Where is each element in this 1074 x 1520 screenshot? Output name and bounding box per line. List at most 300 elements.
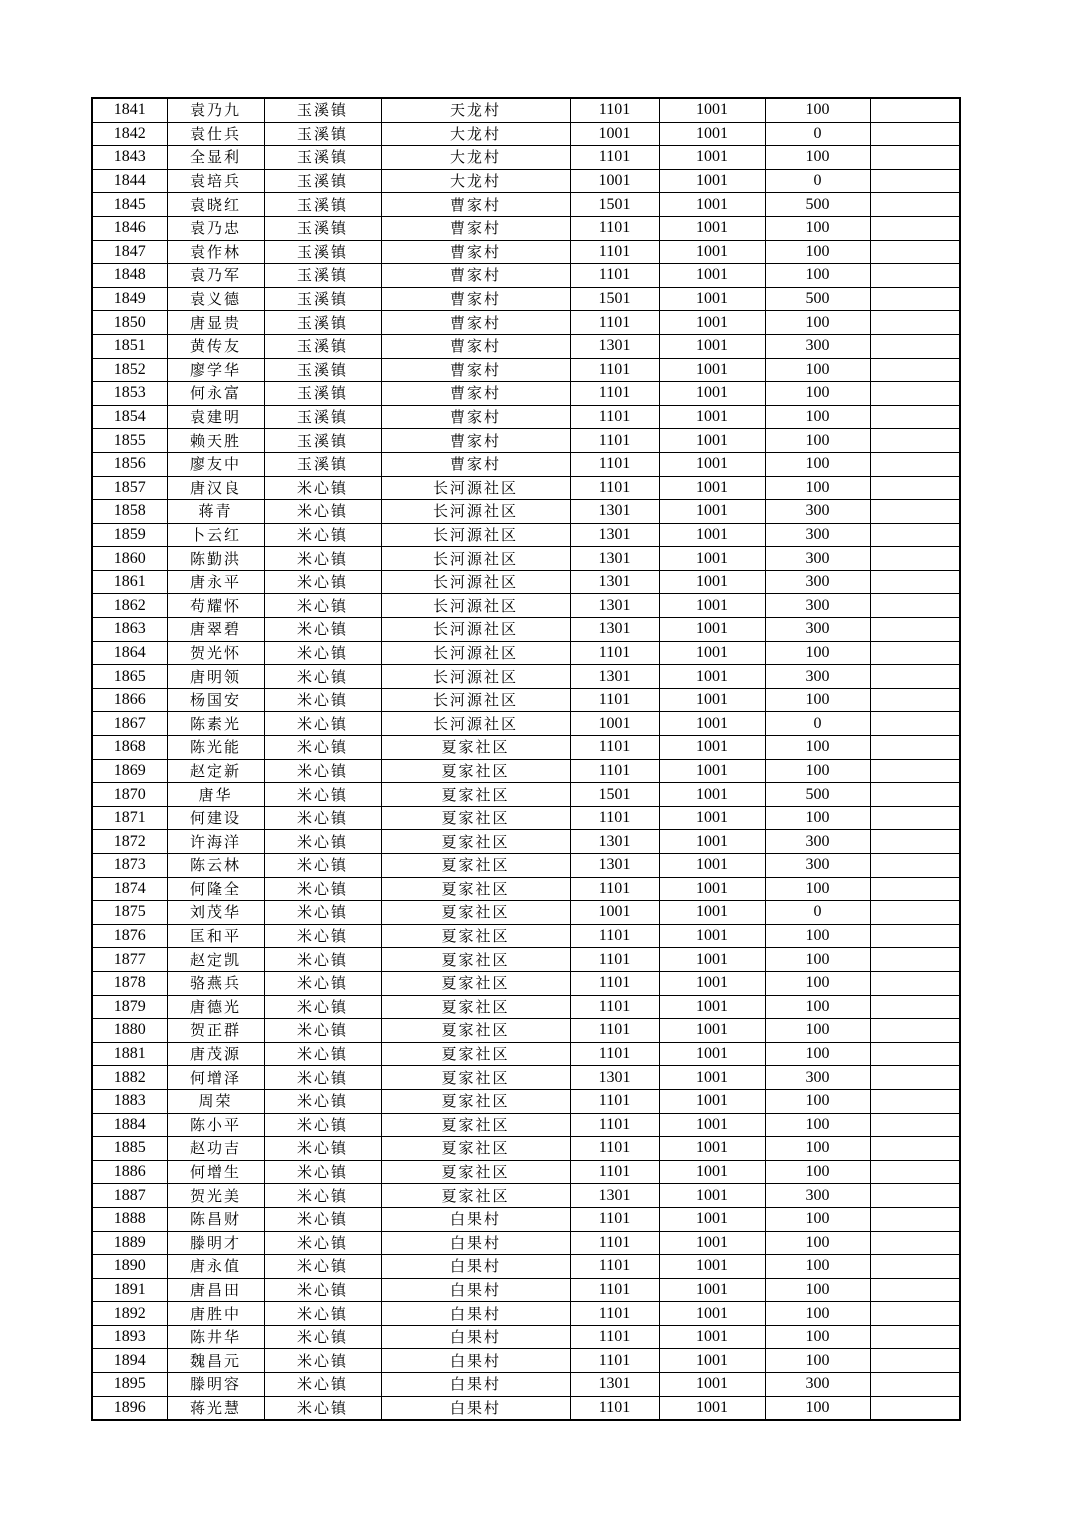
table-row [92, 1231, 960, 1255]
row-number-cell: 1842 [92, 122, 167, 146]
code-b-cell: 1001 [659, 334, 765, 358]
town-cell: 玉溪镇 [264, 452, 381, 476]
code-a-cell: 1101 [570, 1160, 659, 1184]
row-number-cell: 1890 [92, 1255, 167, 1279]
table-row [92, 806, 960, 830]
town-cell: 米心镇 [264, 688, 381, 712]
note-cell [870, 429, 960, 453]
village-cell: 曹家村 [381, 193, 570, 217]
row-number-cell: 1862 [92, 594, 167, 618]
amount-cell: 100 [765, 1042, 870, 1066]
town-cell: 玉溪镇 [264, 405, 381, 429]
row-number-cell: 1896 [92, 1396, 167, 1420]
row-number-cell: 1866 [92, 688, 167, 712]
code-b-cell: 1001 [659, 358, 765, 382]
row-number-cell: 1889 [92, 1231, 167, 1255]
note-cell [870, 98, 960, 122]
name-cell: 袁培兵 [167, 169, 264, 193]
name-cell: 袁作林 [167, 240, 264, 264]
row-number-cell: 1892 [92, 1302, 167, 1326]
amount-cell: 300 [765, 830, 870, 854]
note-cell [870, 948, 960, 972]
code-b-cell: 1001 [659, 523, 765, 547]
amount-cell: 100 [765, 877, 870, 901]
village-cell: 夏家社区 [381, 854, 570, 878]
row-number-cell: 1869 [92, 759, 167, 783]
note-cell [870, 382, 960, 406]
table-row [92, 287, 960, 311]
village-cell: 夏家社区 [381, 948, 570, 972]
code-b-cell: 1001 [659, 193, 765, 217]
amount-cell: 300 [765, 523, 870, 547]
table-row [92, 1325, 960, 1349]
town-cell: 米心镇 [264, 806, 381, 830]
village-cell: 白果村 [381, 1278, 570, 1302]
amount-cell: 100 [765, 1278, 870, 1302]
village-cell: 天龙村 [381, 98, 570, 122]
row-number-cell: 1841 [92, 98, 167, 122]
row-number-cell: 1843 [92, 146, 167, 170]
row-number-cell: 1881 [92, 1042, 167, 1066]
note-cell [870, 500, 960, 524]
code-a-cell: 1301 [570, 1066, 659, 1090]
town-cell: 玉溪镇 [264, 240, 381, 264]
code-a-cell: 1101 [570, 924, 659, 948]
amount-cell: 100 [765, 924, 870, 948]
table-row [92, 712, 960, 736]
note-cell [870, 736, 960, 760]
amount-cell: 300 [765, 594, 870, 618]
row-number-cell: 1872 [92, 830, 167, 854]
code-a-cell: 1101 [570, 358, 659, 382]
table-row [92, 854, 960, 878]
name-cell: 贺光美 [167, 1184, 264, 1208]
table-row [92, 1207, 960, 1231]
code-a-cell: 1501 [570, 783, 659, 807]
village-cell: 长河源社区 [381, 594, 570, 618]
table-row [92, 1184, 960, 1208]
note-cell [870, 1396, 960, 1420]
town-cell: 米心镇 [264, 1396, 381, 1420]
row-number-cell: 1885 [92, 1137, 167, 1161]
code-a-cell: 1101 [570, 264, 659, 288]
code-a-cell: 1101 [570, 971, 659, 995]
amount-cell: 500 [765, 783, 870, 807]
note-cell [870, 854, 960, 878]
note-cell [870, 1207, 960, 1231]
code-a-cell: 1301 [570, 1373, 659, 1397]
code-a-cell: 1101 [570, 146, 659, 170]
note-cell [870, 547, 960, 571]
code-a-cell: 1301 [570, 547, 659, 571]
village-cell: 长河源社区 [381, 665, 570, 689]
table-row [92, 264, 960, 288]
code-b-cell: 1001 [659, 1302, 765, 1326]
note-cell [870, 712, 960, 736]
amount-cell: 100 [765, 405, 870, 429]
village-cell: 夏家社区 [381, 1137, 570, 1161]
note-cell [870, 146, 960, 170]
code-b-cell: 1001 [659, 547, 765, 571]
code-b-cell: 1001 [659, 1089, 765, 1113]
town-cell: 米心镇 [264, 830, 381, 854]
table-row [92, 1066, 960, 1090]
note-cell [870, 1160, 960, 1184]
table-row [92, 594, 960, 618]
code-a-cell: 1301 [570, 594, 659, 618]
code-a-cell: 1101 [570, 806, 659, 830]
code-b-cell: 1001 [659, 1255, 765, 1279]
amount-cell: 300 [765, 1184, 870, 1208]
village-cell: 长河源社区 [381, 476, 570, 500]
name-cell: 赵定凯 [167, 948, 264, 972]
name-cell: 袁乃九 [167, 98, 264, 122]
village-cell: 白果村 [381, 1207, 570, 1231]
table-row [92, 169, 960, 193]
village-cell: 长河源社区 [381, 688, 570, 712]
village-cell: 白果村 [381, 1231, 570, 1255]
town-cell: 米心镇 [264, 1137, 381, 1161]
code-b-cell: 1001 [659, 948, 765, 972]
row-number-cell: 1846 [92, 216, 167, 240]
note-cell [870, 1089, 960, 1113]
town-cell: 米心镇 [264, 1160, 381, 1184]
code-a-cell: 1101 [570, 1349, 659, 1373]
amount-cell: 100 [765, 1089, 870, 1113]
town-cell: 玉溪镇 [264, 122, 381, 146]
town-cell: 米心镇 [264, 877, 381, 901]
town-cell: 玉溪镇 [264, 311, 381, 335]
name-cell: 唐永平 [167, 570, 264, 594]
name-cell: 赖天胜 [167, 429, 264, 453]
code-a-cell: 1301 [570, 523, 659, 547]
row-number-cell: 1868 [92, 736, 167, 760]
code-b-cell: 1001 [659, 1066, 765, 1090]
code-a-cell: 1101 [570, 1137, 659, 1161]
town-cell: 米心镇 [264, 1066, 381, 1090]
note-cell [870, 122, 960, 146]
table-row [92, 924, 960, 948]
town-cell: 米心镇 [264, 736, 381, 760]
village-cell: 曹家村 [381, 240, 570, 264]
town-cell: 米心镇 [264, 1113, 381, 1137]
note-cell [870, 995, 960, 1019]
code-b-cell: 1001 [659, 594, 765, 618]
code-b-cell: 1001 [659, 476, 765, 500]
code-a-cell: 1101 [570, 1278, 659, 1302]
village-cell: 夏家社区 [381, 995, 570, 1019]
row-number-cell: 1854 [92, 405, 167, 429]
village-cell: 白果村 [381, 1373, 570, 1397]
table-row [92, 830, 960, 854]
table-row [92, 1113, 960, 1137]
town-cell: 米心镇 [264, 594, 381, 618]
town-cell: 米心镇 [264, 924, 381, 948]
name-cell: 蒋光慧 [167, 1396, 264, 1420]
amount-cell: 100 [765, 358, 870, 382]
row-number-cell: 1844 [92, 169, 167, 193]
code-b-cell: 1001 [659, 736, 765, 760]
village-cell: 白果村 [381, 1302, 570, 1326]
village-cell: 大龙村 [381, 122, 570, 146]
name-cell: 陈昌财 [167, 1207, 264, 1231]
code-a-cell: 1101 [570, 1231, 659, 1255]
amount-cell: 100 [765, 452, 870, 476]
note-cell [870, 688, 960, 712]
note-cell [870, 1113, 960, 1137]
table-row [92, 948, 960, 972]
code-b-cell: 1001 [659, 452, 765, 476]
name-cell: 赵功吉 [167, 1137, 264, 1161]
amount-cell: 300 [765, 1066, 870, 1090]
table-row [92, 759, 960, 783]
amount-cell: 100 [765, 1302, 870, 1326]
name-cell: 刘茂华 [167, 901, 264, 925]
note-cell [870, 523, 960, 547]
amount-cell: 500 [765, 287, 870, 311]
name-cell: 何增生 [167, 1160, 264, 1184]
village-cell: 曹家村 [381, 452, 570, 476]
table-row [92, 358, 960, 382]
town-cell: 米心镇 [264, 783, 381, 807]
code-a-cell: 1101 [570, 452, 659, 476]
amount-cell: 100 [765, 311, 870, 335]
row-number-cell: 1852 [92, 358, 167, 382]
code-b-cell: 1001 [659, 98, 765, 122]
amount-cell: 100 [765, 216, 870, 240]
amount-cell: 0 [765, 169, 870, 193]
code-a-cell: 1101 [570, 1325, 659, 1349]
name-cell: 唐翠碧 [167, 618, 264, 642]
note-cell [870, 901, 960, 925]
table-row [92, 500, 960, 524]
code-b-cell: 1001 [659, 311, 765, 335]
code-a-cell: 1001 [570, 901, 659, 925]
table-row [92, 523, 960, 547]
town-cell: 米心镇 [264, 995, 381, 1019]
amount-cell: 300 [765, 1373, 870, 1397]
village-cell: 夏家社区 [381, 759, 570, 783]
note-cell [870, 759, 960, 783]
amount-cell: 100 [765, 264, 870, 288]
row-number-cell: 1851 [92, 334, 167, 358]
town-cell: 米心镇 [264, 901, 381, 925]
amount-cell: 100 [765, 971, 870, 995]
code-b-cell: 1001 [659, 618, 765, 642]
row-number-cell: 1857 [92, 476, 167, 500]
village-cell: 长河源社区 [381, 618, 570, 642]
amount-cell: 300 [765, 570, 870, 594]
code-b-cell: 1001 [659, 783, 765, 807]
name-cell: 贺光怀 [167, 641, 264, 665]
code-a-cell: 1101 [570, 641, 659, 665]
village-cell: 长河源社区 [381, 547, 570, 571]
village-cell: 长河源社区 [381, 712, 570, 736]
code-a-cell: 1101 [570, 995, 659, 1019]
row-number-cell: 1876 [92, 924, 167, 948]
row-number-cell: 1880 [92, 1019, 167, 1043]
amount-cell: 100 [765, 1325, 870, 1349]
amount-cell: 100 [765, 1113, 870, 1137]
amount-cell: 100 [765, 1255, 870, 1279]
village-cell: 夏家社区 [381, 1066, 570, 1090]
amount-cell: 100 [765, 1349, 870, 1373]
code-a-cell: 1501 [570, 287, 659, 311]
code-a-cell: 1301 [570, 618, 659, 642]
note-cell [870, 476, 960, 500]
table-row [92, 1302, 960, 1326]
village-cell: 夏家社区 [381, 736, 570, 760]
code-b-cell: 1001 [659, 1396, 765, 1420]
town-cell: 米心镇 [264, 712, 381, 736]
code-b-cell: 1001 [659, 688, 765, 712]
table-row [92, 405, 960, 429]
table-row [92, 877, 960, 901]
code-a-cell: 1101 [570, 1042, 659, 1066]
village-cell: 夏家社区 [381, 1160, 570, 1184]
name-cell: 陈井华 [167, 1325, 264, 1349]
code-b-cell: 1001 [659, 641, 765, 665]
town-cell: 米心镇 [264, 1349, 381, 1373]
town-cell: 米心镇 [264, 1278, 381, 1302]
table-row [92, 452, 960, 476]
code-b-cell: 1001 [659, 924, 765, 948]
name-cell: 唐胜中 [167, 1302, 264, 1326]
name-cell: 唐显贵 [167, 311, 264, 335]
town-cell: 米心镇 [264, 1184, 381, 1208]
table-row [92, 476, 960, 500]
code-a-cell: 1101 [570, 405, 659, 429]
row-number-cell: 1891 [92, 1278, 167, 1302]
code-a-cell: 1101 [570, 1089, 659, 1113]
code-a-cell: 1101 [570, 736, 659, 760]
town-cell: 玉溪镇 [264, 169, 381, 193]
village-cell: 夏家社区 [381, 1019, 570, 1043]
row-number-cell: 1874 [92, 877, 167, 901]
amount-cell: 0 [765, 901, 870, 925]
table-row [92, 216, 960, 240]
town-cell: 米心镇 [264, 854, 381, 878]
amount-cell: 300 [765, 334, 870, 358]
name-cell: 何隆全 [167, 877, 264, 901]
amount-cell: 300 [765, 618, 870, 642]
town-cell: 米心镇 [264, 1231, 381, 1255]
note-cell [870, 334, 960, 358]
name-cell: 贺正群 [167, 1019, 264, 1043]
amount-cell: 0 [765, 712, 870, 736]
row-number-cell: 1871 [92, 806, 167, 830]
village-cell: 长河源社区 [381, 570, 570, 594]
town-cell: 米心镇 [264, 1042, 381, 1066]
code-a-cell: 1501 [570, 193, 659, 217]
name-cell: 唐汉良 [167, 476, 264, 500]
code-a-cell: 1101 [570, 382, 659, 406]
amount-cell: 100 [765, 806, 870, 830]
row-number-cell: 1878 [92, 971, 167, 995]
table-row [92, 1160, 960, 1184]
code-a-cell: 1101 [570, 429, 659, 453]
table-row [92, 1042, 960, 1066]
name-cell: 袁仕兵 [167, 122, 264, 146]
name-cell: 卜云红 [167, 523, 264, 547]
table-row [92, 971, 960, 995]
table-row [92, 688, 960, 712]
village-cell: 曹家村 [381, 287, 570, 311]
town-cell: 玉溪镇 [264, 193, 381, 217]
village-cell: 夏家社区 [381, 1042, 570, 1066]
village-cell: 曹家村 [381, 311, 570, 335]
code-a-cell: 1101 [570, 948, 659, 972]
town-cell: 米心镇 [264, 1325, 381, 1349]
code-a-cell: 1101 [570, 759, 659, 783]
town-cell: 米心镇 [264, 759, 381, 783]
table-row [92, 146, 960, 170]
name-cell: 袁乃军 [167, 264, 264, 288]
row-number-cell: 1867 [92, 712, 167, 736]
name-cell: 唐华 [167, 783, 264, 807]
amount-cell: 300 [765, 854, 870, 878]
code-a-cell: 1301 [570, 334, 659, 358]
code-a-cell: 1001 [570, 122, 659, 146]
amount-cell: 100 [765, 736, 870, 760]
code-a-cell: 1101 [570, 877, 659, 901]
table-row [92, 901, 960, 925]
town-cell: 米心镇 [264, 476, 381, 500]
village-cell: 曹家村 [381, 405, 570, 429]
code-b-cell: 1001 [659, 122, 765, 146]
village-cell: 曹家村 [381, 429, 570, 453]
note-cell [870, 1184, 960, 1208]
note-cell [870, 1019, 960, 1043]
note-cell [870, 1066, 960, 1090]
town-cell: 米心镇 [264, 1373, 381, 1397]
table-row [92, 1019, 960, 1043]
code-a-cell: 1301 [570, 570, 659, 594]
town-cell: 米心镇 [264, 523, 381, 547]
row-number-cell: 1847 [92, 240, 167, 264]
code-b-cell: 1001 [659, 1325, 765, 1349]
table-row [92, 98, 960, 122]
code-a-cell: 1101 [570, 216, 659, 240]
amount-cell: 100 [765, 1160, 870, 1184]
table-row [92, 665, 960, 689]
amount-cell: 100 [765, 1207, 870, 1231]
code-b-cell: 1001 [659, 264, 765, 288]
name-cell: 唐昌田 [167, 1278, 264, 1302]
note-cell [870, 665, 960, 689]
code-b-cell: 1001 [659, 405, 765, 429]
town-cell: 米心镇 [264, 1302, 381, 1326]
town-cell: 米心镇 [264, 971, 381, 995]
village-cell: 夏家社区 [381, 830, 570, 854]
town-cell: 米心镇 [264, 1207, 381, 1231]
code-a-cell: 1101 [570, 1019, 659, 1043]
code-a-cell: 1101 [570, 98, 659, 122]
note-cell [870, 806, 960, 830]
code-a-cell: 1301 [570, 665, 659, 689]
row-number-cell: 1863 [92, 618, 167, 642]
table-row [92, 1255, 960, 1279]
village-cell: 白果村 [381, 1396, 570, 1420]
row-number-cell: 1886 [92, 1160, 167, 1184]
row-number-cell: 1848 [92, 264, 167, 288]
amount-cell: 300 [765, 665, 870, 689]
table-row [92, 429, 960, 453]
code-b-cell: 1001 [659, 287, 765, 311]
village-cell: 白果村 [381, 1349, 570, 1373]
table-row [92, 783, 960, 807]
table-row [92, 1278, 960, 1302]
